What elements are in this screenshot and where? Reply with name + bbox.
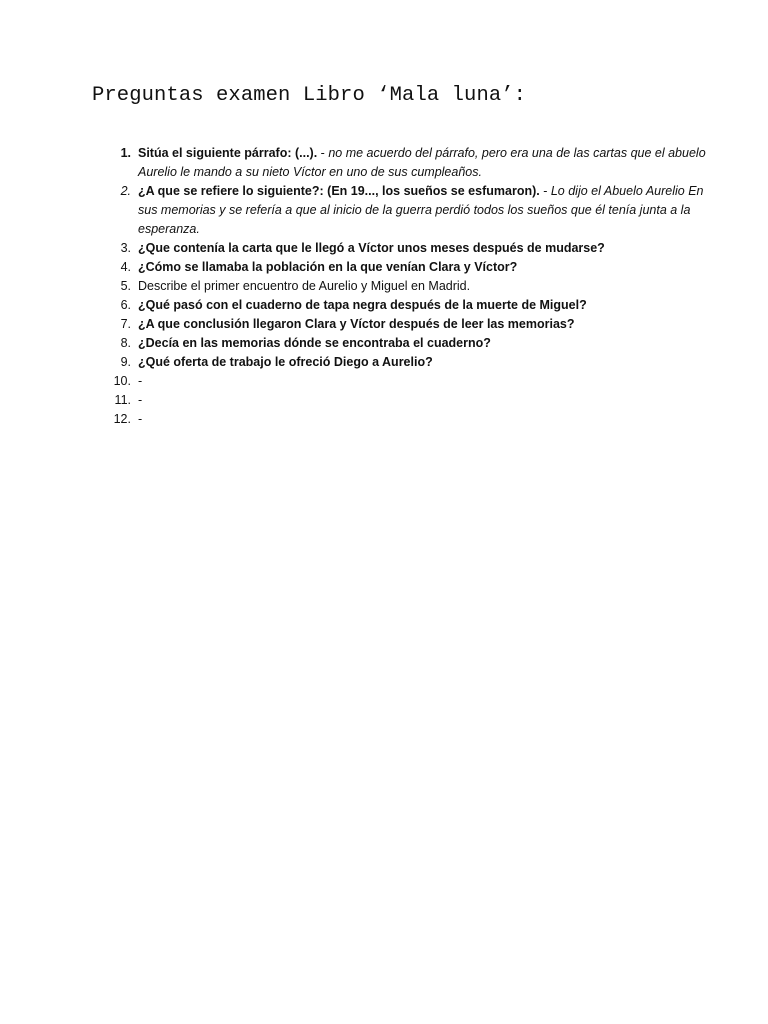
question-number: 7. [120, 317, 131, 331]
question-item [0, 239, 768, 258]
question-text: ¿Qué pasó con el cuaderno de tapa negra después de la muerte de Miguel? [138, 298, 587, 312]
question-text: ¿A que conclusión llegaron Clara y Víctor después de leer las memorias? [138, 317, 575, 331]
question-text: ¿A que se refiere lo siguiente?: (En 19..., los sueños se esfumaron). [138, 184, 540, 198]
question-item [0, 372, 768, 391]
question-list [0, 144, 768, 429]
answer-text: no me acuerdo del párrafo, pero era una de las cartas que el abuelo Aurelio le mando a su nieto Víctor en uno de sus cumpleaños. [138, 146, 706, 179]
question-item [0, 144, 768, 182]
answer-separator: - [539, 184, 551, 198]
question-number: 11. [114, 393, 131, 407]
question-text: - [138, 412, 143, 426]
answer-text: Lo dijo el Abuelo Aurelio En sus memorias y se refería a que al inicio de la guerra perdió todos los sueños que él tenía junta a la esperanza. [138, 184, 704, 236]
question-number: 8. [120, 336, 131, 350]
question-number: 6. [120, 298, 131, 312]
question-text: Describe el primer encuentro de Aurelio y Miguel en Madrid. [138, 279, 471, 293]
question-text: ¿Cómo se llamaba la población en la que venían Clara y Víctor? [138, 260, 518, 274]
question-text: ¿Decía en las memorias dónde se encontraba el cuaderno? [138, 336, 491, 350]
question-number: 2. [120, 184, 131, 198]
question-item [0, 258, 768, 277]
page-title: Preguntas examen Libro ‘Mala luna’: [92, 84, 527, 107]
question-number: 12. [113, 412, 131, 426]
question-item [0, 277, 768, 296]
question-text: - [138, 393, 143, 407]
answer-separator: - [317, 146, 329, 160]
question-text: ¿Que contenía la carta que le llegó a Víctor unos meses después de mudarse? [138, 241, 605, 255]
question-number: 9. [120, 355, 131, 369]
question-text: Sitúa el siguiente párrafo: (...). [138, 146, 318, 160]
question-item [0, 391, 768, 410]
question-number: 10. [113, 374, 131, 388]
question-item [0, 315, 768, 334]
question-number: 5. [120, 279, 131, 293]
question-item [0, 410, 768, 429]
question-item [0, 296, 768, 315]
question-item [0, 353, 768, 372]
question-number: 3. [120, 241, 131, 255]
question-text: - [138, 374, 143, 388]
question-item [0, 182, 768, 239]
question-item [0, 334, 768, 353]
question-number: 4. [120, 260, 131, 274]
question-text: ¿Qué oferta de trabajo le ofreció Diego a Aurelio? [138, 355, 433, 369]
question-number: 1. [120, 146, 131, 160]
